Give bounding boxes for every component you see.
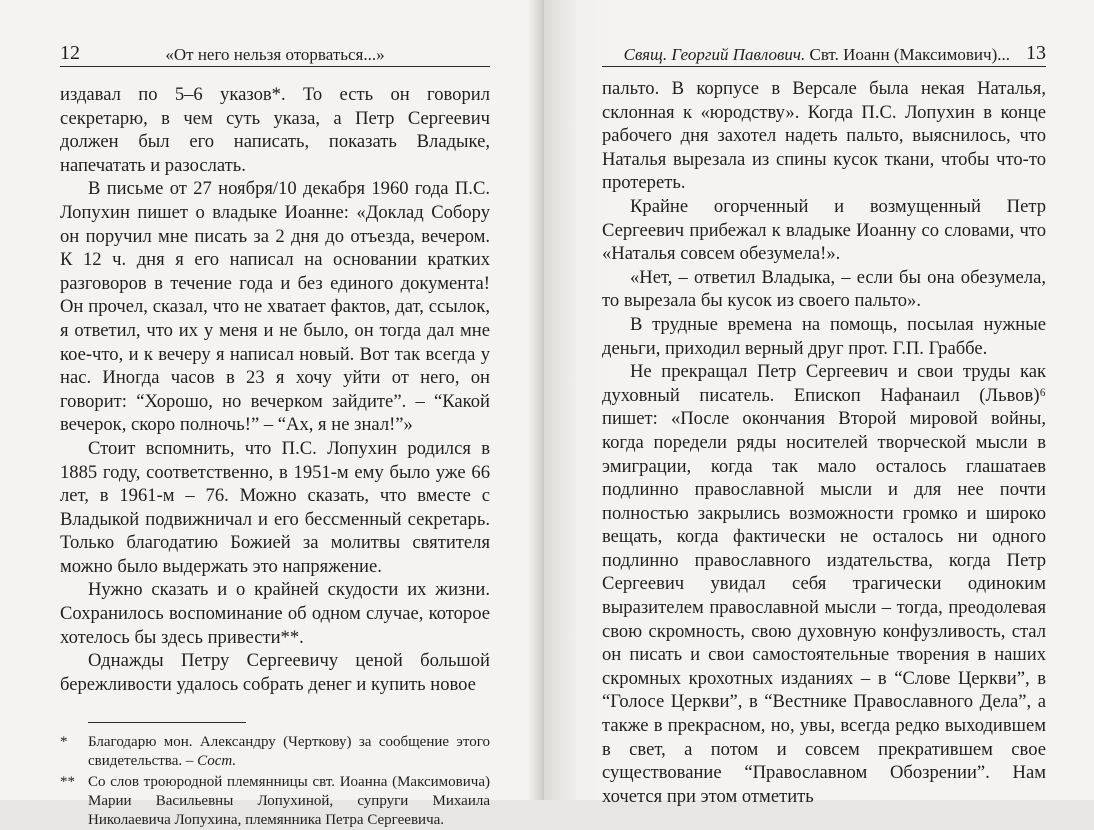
footnote-mark: * bbox=[60, 734, 68, 751]
page-number: 12 bbox=[60, 42, 80, 64]
footnote-body: Благодарю мон. Александру (Черткову) за сообщение этого свидетельства. – bbox=[88, 734, 490, 770]
paragraph: Крайне огорченный и возмущенный Петр Сергеевич прибежал к владыке Иоанну со словами, что «Наталья совсем обезумела!». bbox=[602, 195, 1046, 265]
footnote-text: Со слов троюродной племянницы свт. Иоанна (Максимовича) Марии Васильевны Лопухиной, супруги Михаила Николаевича Лопухина, племянника Петра Сергеевича. bbox=[88, 774, 490, 829]
running-title-rest: Свт. Иоанн (Максимович)... bbox=[809, 45, 1010, 64]
paragraph: Стоит вспомнить, что П.С. Лопухин родился в 1885 году, соответственно, в 1951-м ему было уже 66 лет, в 1961-м – 76. Можно сказать, что вместе с Владыкой подвижничал и его бессменный секретарь. Только благодатию Божией за молитвы святителя можно было выдержать это напряжение. bbox=[60, 437, 490, 577]
paragraph: издавал по 5–6 указов*. То есть он говорил секретарю, в чем суть указа, а Петр Сергеевич должен был его написать, показать Владыке, напечатать и разослать. bbox=[60, 84, 490, 176]
footnote-text bbox=[88, 733, 490, 771]
paragraph: Не прекращал Петр Сергеевич и свои труды как духовный писатель. Епископ Нафанаил (Львов)⁶ пишет: «После окончания Второй мировой войны, когда поредели ряды носителей творческой мысли в эмиграции, когда так мало осталось глашатаев подлинно православной мысли и для нее почти полностью закрылись возможности громко и широко вещать, когда фактически не осталось ни одного подлинно православного издательства, когда Петр Сергеевич увидал себя трагически одиноким выразителем православной мысли – тогда, преодолевая свою скромность, свою духовную конфузливость, стал он писать и свои самостоятельные творения в наших скромных крохотных изданиях – в “Слове Церкви”, в “Голосе Церкви”, в “Вестнике Православного Дела”, а также в прекрасном, но, увы, всегда редко выходившем в свет, а потом и совсем прекратившем свое существование “Православном Обозрении”. Нам хочется при этом отметить bbox=[602, 361, 1046, 807]
running-title bbox=[602, 44, 1010, 66]
paragraph: пальто. В корпусе в Версале была некая Наталья, склонная к «юродству». Когда П.С. Лопухин в конце рабочего дня захотел надеть пальто, выяснилось, что Наталья вырезала из спины кусок ткани, чтобы что-то протереть. bbox=[602, 78, 1046, 194]
paragraph: Однажды Петру Сергеевичу ценой большой бережливости удалось собрать денег и купить новое bbox=[60, 650, 490, 695]
footnote bbox=[60, 733, 490, 771]
footnote-source: Сост. bbox=[197, 753, 237, 770]
footnote-mark: ** bbox=[60, 774, 75, 791]
body-text bbox=[602, 77, 1046, 808]
running-header bbox=[602, 44, 1046, 67]
body-text bbox=[60, 83, 490, 696]
footnote-divider bbox=[88, 722, 246, 723]
left-page bbox=[0, 0, 540, 829]
paragraph: В трудные времена на помощь, посылая нужные деньги, приходил верный друг прот. Г.П. Граббе. bbox=[602, 313, 1046, 359]
running-title-author: Свящ. Георгий Павлович. bbox=[623, 45, 806, 64]
running-header bbox=[60, 44, 490, 67]
paragraph: Нужно сказать и о крайней скудости их жизни. Сохранилось воспоминание об одном случае, которое хотелось бы здесь привести**. bbox=[60, 579, 490, 648]
paragraph: «Нет, – ответил Владыка, – если бы она обезумела, то вырезала бы кусок из своего пальто». bbox=[602, 266, 1046, 312]
paragraph: В письме от 27 ноября/10 декабря 1960 года П.С. Лопухин пишет о владыке Иоанне: «Доклад Собору он поручил мне писать за 2 дня до отъезда, вечером. К 12 ч. дня я его написал на основании кратких разговоров в течение года и без единого документа! Он прочел, сказал, что не хватает фактов, дат, ссылок, я ответил, что их у меня и не было, он тогда дал мне кое-что, и к вечеру я написал новый. Вот так всегда у нас. Иногда часов в 23 я хочу уйти от него, он говорит: “Хорошо, но вечерком зайдите”. – “Какой вечерок, скоро полночь!” – “Ах, я не знал!”» bbox=[60, 178, 490, 436]
running-title: «От него нельзя оторваться...» bbox=[165, 45, 385, 64]
page-number: 13 bbox=[1026, 42, 1046, 64]
right-page bbox=[544, 0, 1094, 807]
footnote bbox=[60, 773, 490, 830]
